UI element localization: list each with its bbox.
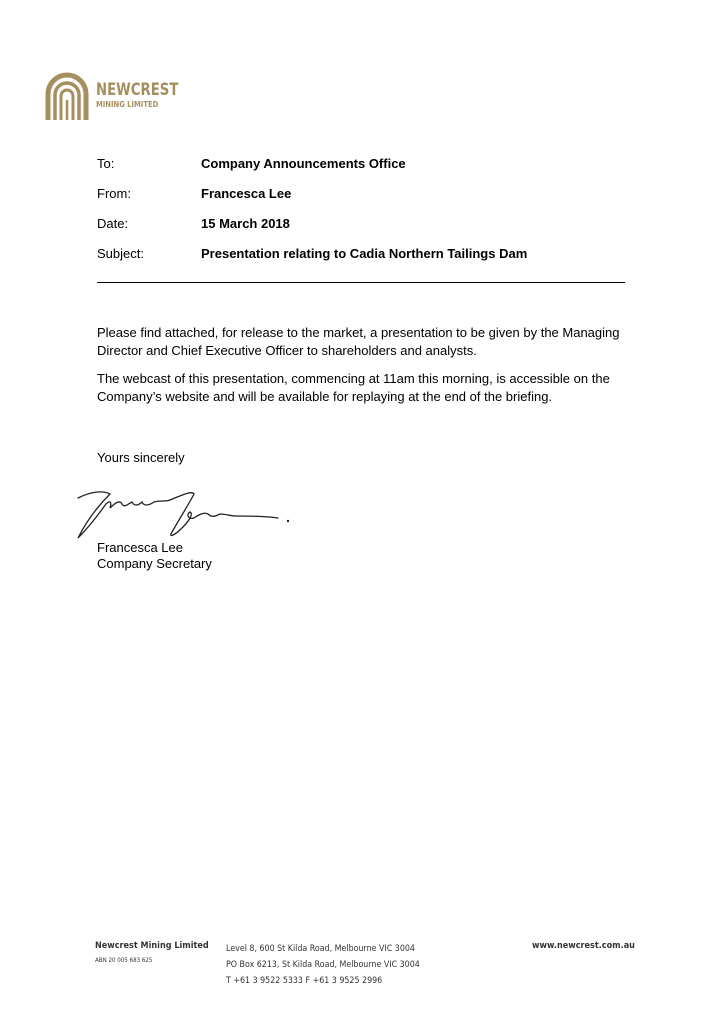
footer-abn: ABN 20 005 683 625	[95, 956, 153, 964]
salutation: Yours sincerely	[97, 450, 185, 465]
memo-label: From:	[97, 186, 131, 201]
memo-value: 15 March 2018	[201, 216, 290, 231]
newcrest-logo-mark-icon	[44, 70, 90, 120]
company-logo	[44, 70, 184, 120]
memo-header	[97, 156, 627, 276]
handwritten-signature	[70, 478, 300, 544]
logo-subtitle: MINING LIMITED	[96, 100, 159, 109]
footer-phone-line: T +61 3 9522 5333 F +61 3 9525 2996	[226, 976, 383, 986]
memo-label: Subject:	[97, 246, 144, 261]
memo-row-date	[97, 216, 627, 246]
memo-label: Date:	[97, 216, 129, 231]
footer-company-name: Newcrest Mining Limited	[95, 941, 209, 951]
footer-address-line: Level 8, 600 St Kilda Road, Melbourne VIC 3004	[226, 944, 415, 954]
memo-value: Francesca Lee	[201, 186, 292, 201]
memo-row-subject	[97, 246, 627, 276]
memo-row-from	[97, 186, 627, 216]
body-paragraph: The webcast of this presentation, commencing at 11am this morning, is accessible on the Company’s website and will be available for replaying at the end of the briefing.	[97, 371, 610, 404]
letter-body	[97, 324, 627, 416]
memo-value: Presentation relating to Cadia Northern Tailings Dam	[201, 246, 528, 261]
logo-wordmark: NEWCREST	[96, 80, 179, 100]
footer-address	[226, 941, 420, 989]
signatory-title: Company Secretary	[97, 556, 212, 571]
footer-website-link[interactable]: www.newcrest.com.au	[532, 941, 635, 951]
memo-label: To:	[97, 156, 115, 171]
footer-address-line: PO Box 6213, St Kilda Road, Melbourne VIC 3004	[226, 960, 420, 970]
body-paragraph: Please find attached, for release to the market, a presentation to be given by the Managing Director and Chief Executive Officer to shareholders and analysts.	[97, 325, 620, 358]
header-divider	[97, 282, 625, 283]
signatory-name: Francesca Lee	[97, 540, 183, 555]
memo-row-to	[97, 156, 627, 186]
memo-value: Company Announcements Office	[201, 156, 406, 171]
